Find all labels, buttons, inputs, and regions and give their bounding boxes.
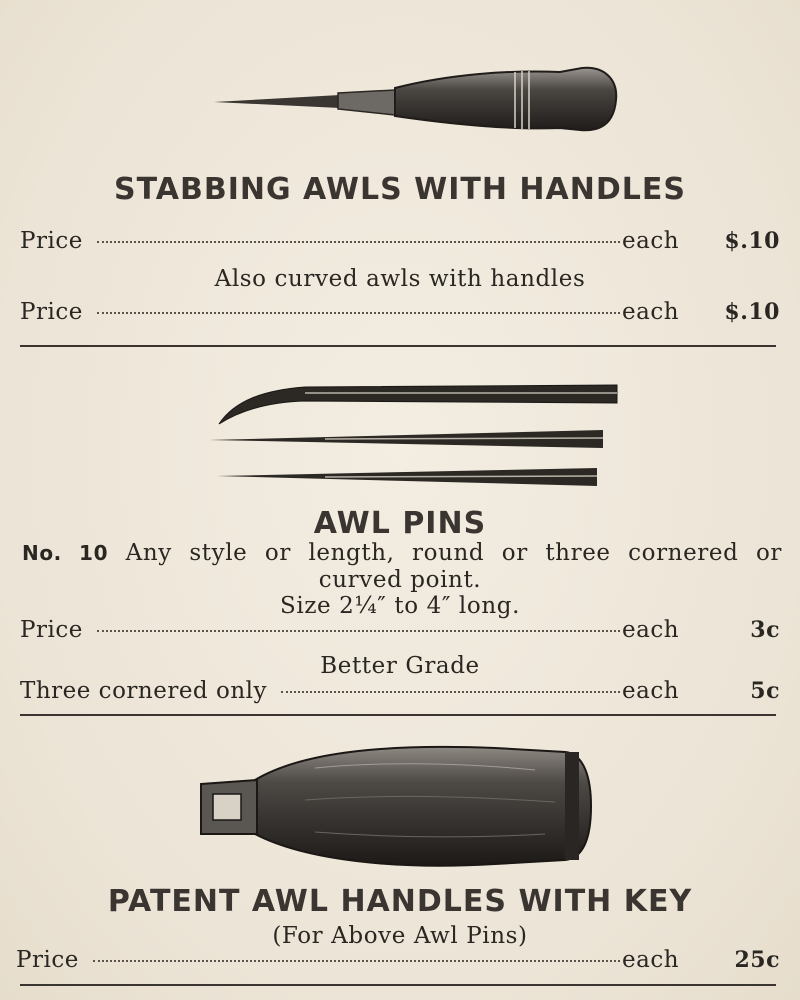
description-line-2: curved point. — [318, 567, 482, 593]
awl-handle-icon — [195, 740, 595, 875]
unit-label: each — [622, 617, 680, 643]
price-label: Price — [20, 228, 83, 254]
unit-label: each — [622, 228, 680, 254]
handles-subtitle: (For Above Awl Pins) — [272, 923, 528, 949]
leader-dots — [281, 691, 620, 693]
stabbing-awls-title: STABBING AWLS WITH HANDLES — [114, 172, 686, 207]
leader-dots — [97, 312, 620, 314]
awl-pins-description — [22, 540, 782, 566]
unit-label: each — [622, 678, 680, 704]
size-text: Size 2¼″ to 4″ long. — [280, 593, 520, 619]
better-grade-note: Better Grade — [320, 653, 480, 679]
handles-price-line — [16, 947, 780, 973]
leader-dots — [97, 241, 620, 243]
leader-dots — [93, 960, 620, 962]
pins-price-line — [20, 617, 780, 643]
section-divider — [20, 714, 776, 716]
price-value: 3c — [750, 617, 780, 643]
curved-price-line — [20, 299, 780, 325]
stabbing-awl-icon — [210, 60, 620, 140]
price-label: Price — [20, 617, 83, 643]
description-line-1: Any style or length, round or three cornered or — [125, 540, 782, 566]
unit-label: each — [622, 299, 680, 325]
curved-awls-note: Also curved awls with handles — [214, 266, 586, 292]
price-label: Price — [20, 299, 83, 325]
item-number: No. 10 — [22, 541, 109, 565]
price-value: 5c — [750, 678, 780, 704]
patent-handles-title: PATENT AWL HANDLES WITH KEY — [107, 884, 693, 919]
stabbing-price-line — [20, 228, 780, 254]
awl-pins-title: AWL PINS — [313, 506, 487, 541]
awl-pins-icon — [205, 378, 625, 493]
section-divider — [20, 984, 776, 986]
grade-price-line — [20, 678, 780, 704]
grade-label: Three cornered only — [20, 678, 267, 704]
leader-dots — [97, 630, 620, 632]
section-divider — [20, 345, 776, 347]
price-value: $.10 — [724, 228, 780, 254]
price-label: Price — [16, 947, 79, 973]
price-value: $.10 — [724, 299, 780, 325]
unit-label: each — [622, 947, 680, 973]
price-value: 25c — [734, 947, 780, 973]
